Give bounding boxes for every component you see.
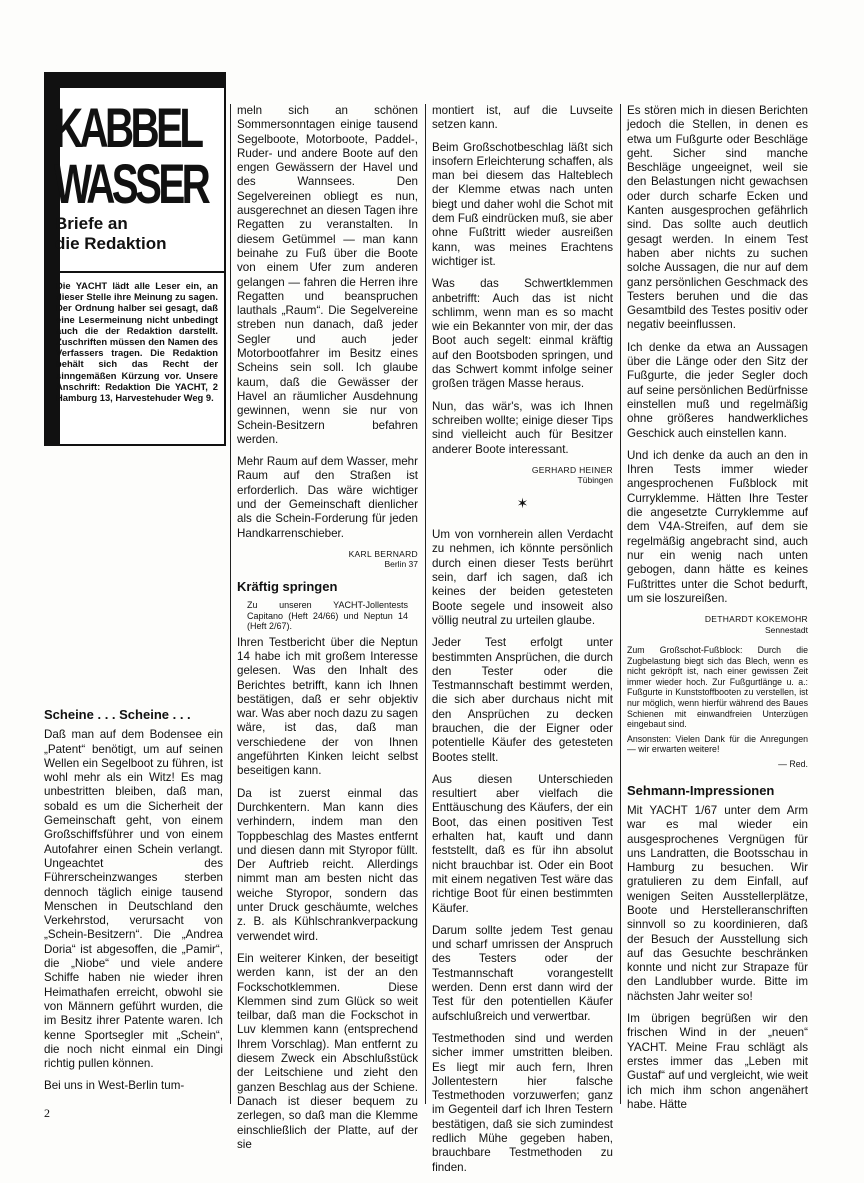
article-reference: Zu unseren YACHT-Jollentests Capitano (Heft 24/66) und Neptun 14 (Heft 2/67). xyxy=(247,600,408,632)
separator-star: ✶ xyxy=(516,494,529,511)
paragraph: Ein weiterer Kinken, der beseitigt werden kann, ist der an den Fockschotklemmen. Diese Klemmen sind zum Glück so weit teilbar, daß man die Fockschot in Luv klemmen kann (entsprechend Ihrem Vorschlag). Man entfernt zu diesem Zweck ein Abschlußstück der Leitschiene und zieht den ganzen Beschlag aus der Schiene. Danach ist dieser bequem zu zerlegen, so daß man die Klemme einschließlich der Platte, auf der sie xyxy=(237,951,418,1151)
column-1 xyxy=(44,708,223,1102)
paragraph: Und ich denke da auch an den in Ihren Tests immer wieder angesprochenen Fußblock mit Curryklemme. Hätten Ihre Tester die angesetzte Curryklemme auf dem V4A-Streifen, auf dem sie regelmäßig angebracht sind, auch nur ein wenig nach unten gebogen, dann hätte es keines Fußtrittes unter die Schot bedurft, um sie loszureißen. xyxy=(627,448,808,605)
editor-note: Ansonsten: Vielen Dank für die Anregungen — wir erwarten weitere! xyxy=(627,733,808,755)
signature-name: DETHARDT KOKEMOHR xyxy=(704,614,808,625)
signature xyxy=(432,465,613,486)
paragraph: Da ist zuerst einmal das Durchkentern. Man kann dies verhindern, indem man den Toppbeschlag des Mastes entfernt und diesen dann mit Styropor füllt. Der Auftrieb reicht. Allerdings nimmt man am besten nicht das weiche Styropor, sondern das unter Druck geschäumte, welches z. B. als Kühlschrankverpackung verwendet wird. xyxy=(237,786,418,943)
signature xyxy=(237,549,418,570)
signature-city: Sennestadt xyxy=(764,624,808,635)
paragraph: Mehr Raum auf dem Wasser, mehr Raum auf den Straßen ist erforderlich. Das wäre wichtiger und der Gemeinschaft dienlicher als die Schein-Forderung für jeden Handkarrenschieber. xyxy=(237,455,418,540)
signature xyxy=(627,614,808,635)
paragraph: Mit YACHT 1/67 unter dem Arm war es mal wieder ein ausgesprochenes Vergnügen für uns Landratten, die Bootsschau in Hamburg zu besuchen. Wir gratulieren zu dem Einfall, auf wenigen Seiten Ausstellerplätze, Boote und Herstelleranschriften sinnvoll so zu koordinieren, daß der Besuch der Ausstellung sich auf das Gesuchte beschränken konnte und nicht zur Strapaze für den Landlubber wurde. Bitte im nächsten Jahr weiter so! xyxy=(627,803,808,1003)
paragraph: Beim Großschotbeschlag läßt sich insofern Erleichterung schaffen, als man bei diesem das Halteblech der Klemme etwas nach unten biegt und daher wohl die Schot mit dem Fuß eindrücken muß, sie aber ohne Fußtritt wieder ausreißen kann, was meines Erachtens wichtiger ist. xyxy=(432,140,613,268)
paragraph: Testmethoden sind und werden sicher immer umstritten bleiben. Es liegt mir auch fern, Ihren Jollentestern hier falsche Testmethoden vorzuwerfen; ganz im Gegenteil darf ich Ihren Testern bestätigen, daß sie sich zumindest redlich Mühe gegeben haben, brauchbare Testmethoden zu finden. xyxy=(432,1031,613,1174)
paragraph: Darum sollte jedem Test genau und scharf umrissen der Anspruch des Testers oder der Testmannschaft vorangestellt werden. Denn erst dann wird der Test für den potentiellen Käufer aufschlußreich und verwertbar. xyxy=(432,923,613,1023)
column-rule xyxy=(230,104,231,1104)
editor-sign: — Red. xyxy=(778,759,808,770)
column-3 xyxy=(432,104,613,1183)
paragraph: Was das Schwertklemmen anbetrifft: Auch das ist nicht schlimm, wenn man es so macht wie ein Bekannter von mir, der das Boot auch segelt: einmal kräftig auf den Bootsboden springen, und das Schwert kommt infolge seiner großen trägen Masse heraus. xyxy=(432,277,613,391)
divider xyxy=(44,271,226,273)
paragraph: Aus diesen Unterschieden resultiert aber vielfach die Enttäuschung des Käufers, der ein Boot, das einen positiven Test erhalten hat, kauft und dann feststellt, daß es für ihn absolut nicht brauchbar ist. Oder ein Boot mit einem negativen Test wäre das richtige Boot für einen bestimmten Käufer. xyxy=(432,772,613,915)
article-heading: Scheine . . . Scheine . . . xyxy=(44,707,191,722)
signature-city: Berlin 37 xyxy=(384,559,418,570)
paragraph: montiert ist, auf die Luvseite setzen kann. xyxy=(432,104,613,132)
signature-city: Tübingen xyxy=(577,475,613,486)
subtitle-line2: die Redaktion xyxy=(55,234,167,253)
paragraph: Jeder Test erfolgt unter bestimmten Ansprüchen, die durch den Tester oder die Testmannschaft bestimmt werden, die sich aber durchaus nicht mit den Ansprüchen zu decken brauchen, die der Eigner oder potentielle Käufer des getesteten Bootes stellt. xyxy=(432,636,613,764)
paragraph: Ihren Testbericht über die Neptun 14 habe ich mit großem Interesse gelesen. Was den Inhalt des Berichtes betrifft, kann ich Ihnen bestätigen, daß er sehr objektiv war. Was aber noch dazu zu sagen wäre, ist das, daß man verschiedene der von Ihnen angeführten Kinken leicht selbst beseitigen kann. xyxy=(237,635,418,778)
page-number: 2 xyxy=(44,1106,50,1120)
editor-note: Zum Großschot-Fußblock: Durch die Zugbelastung biegt sich das Blech, wenn es nicht gekröpft ist, nach einer gewissen Zeit immer wieder hoch. Zur Fußgurtlänge u. a.: Fußgurte in Kunststoffbooten zu verstellen, ist nur möglich, wenn hierfür während des Baues Schienen mit einwandfreien Unterzügen eingebaut sind. xyxy=(627,645,808,730)
paragraph: Daß man auf dem Bodensee ein „Patent“ benötigt, um auf seinen Wellen ein Segelboot zu führen, ist wohl mehr als ein Witz! Es mag unbestritten bleiben, daß man, sobald es um die Sicherheit der Gemeinschaft geht, von einem Großschiffsführer und von einem Autofahrer einen Schein verlangt. Ungeachtet des Führerscheinzwanges sterben dennoch täglich einige tausend Menschen in Deutschland den Verkehrstod, verursacht von „Schein-Besitzern“. Die „Andrea Doria“ ist abgesoffen, die „Pamir“, die „Niobe“ und viele andere Schiffe haben nie wieder ihren Heimathafen erreicht, obwohl sie von Männern geführt wurden, die im Besitz ihrer Patente waren. Ich kenne Sportsegler mit „Schein“, die noch nicht einmal ein Dingi richtig pullen können. xyxy=(44,728,223,1071)
paragraph: Nun, das wär's, was ich Ihnen schreiben wollte; einige dieser Tips sind vielleicht auch für Besitzer anderer Boote interessant. xyxy=(432,399,613,456)
column-2 xyxy=(237,104,418,1160)
paragraph: Im übrigen begrüßen wir den frischen Wind in der „neuen“ YACHT. Meine Frau schlägt als erstes immer das „Leben mit Gustaf“ auf und vergleicht, wie weit ich mich ihm schon angenähert habe. Hätte xyxy=(627,1012,808,1111)
paragraph: Um von vornherein allen Verdacht zu nehmen, ich könnte persönlich durch einen dieser Tests berührt sein, darf ich sagen, daß ich keines der beiden getesteten Boote segele und insoweit also völlig neutral zu urteilen glaube. xyxy=(432,528,613,627)
subtitle-line1: Briefe an xyxy=(55,214,128,233)
signature-name: GERHARD HEINER xyxy=(531,464,613,475)
column-4 xyxy=(627,104,808,1120)
article-heading: Kräftig springen xyxy=(237,578,338,594)
column-rule xyxy=(425,104,426,1104)
signature-name: KARL BERNARD xyxy=(348,548,418,559)
column-rule xyxy=(620,104,621,1104)
paragraph: meln sich an schönen Sommersonntagen einige tausend Segelboote, Motorboote, Paddel-, Ruder- und andere Boote auf den engen Gewässern der Havel und des Wannsees. Den Segelvereinen obliegt es nun, ausgerechnet an diesen Tagen ihre Regatten zu veranstalten. In diesem Getümmel — man kann beinahe zu Fuß über die Boote von einem Ufer zum anderen gelangen — fahren die Herren ihre Regatten und beanspruchen lauthals „Raum“. Die Segelvereine streben nun danach, daß jeder Segler und auch jeder Motorbootfahrer im Besitz eines Scheins sein soll. Ich glaube kaum, daß die Gewässer der Havel an räumlicher Ausdehnung gewinnen, wenn sie nur von Schein-Besitzern befahren werden. xyxy=(237,104,418,446)
paragraph: Ich denke da etwa an Aussagen über die Länge oder den Sitz der Fußgurte, die jeder Segler doch auf seine persönlichen Bedürfnisse einstellen muß und regelmäßig ohne größeres handwerkliches Geschick auch einstellen kann. xyxy=(627,340,808,440)
section-subtitle xyxy=(55,214,166,254)
section-title-line1: KABBEL xyxy=(54,96,201,159)
section-title-line2: WASSER xyxy=(54,152,208,215)
paragraph: Es stören mich in diesen Berichten jedoch die Stellen, in denen es etwa um Fußgurte oder Beschläge geht. Sicher sind manche Beschläge ungeeignet, weil sie den Belastungen nicht gewachsen oder durch scharfe Ecken und Kanten ausgesprochen gefährlich sind. Das sollte auch deutlich gesagt werden. In einem Test haben aber nichts zu suchen solche Aussagen, die nur auf dem ganz persönlichen Geschmack des Testers beruhen und die das Gesamtbild des Testes positiv oder negativ beeinflussen. xyxy=(627,104,808,332)
article-heading: Sehmann-Impressionen xyxy=(627,782,775,798)
paragraph: Bei uns in West-Berlin tum- xyxy=(44,1079,185,1093)
editorial-intro: Die YACHT lädt alle Leser ein, an dieser Stelle ihre Meinung zu sagen. Der Ordnung halber sei gesagt, daß eine Lesermeinung nicht unbedingt auch die der Redaktion darstellt. Zuschriften müssen den Namen des Verfassers tragen. Die Redaktion behält sich das Recht der sinngemäßen Kürzung vor. Unsere Anschrift: Redaktion Die YACHT, 2 Hamburg 13, Harvestehuder Weg 9. xyxy=(56,280,218,404)
